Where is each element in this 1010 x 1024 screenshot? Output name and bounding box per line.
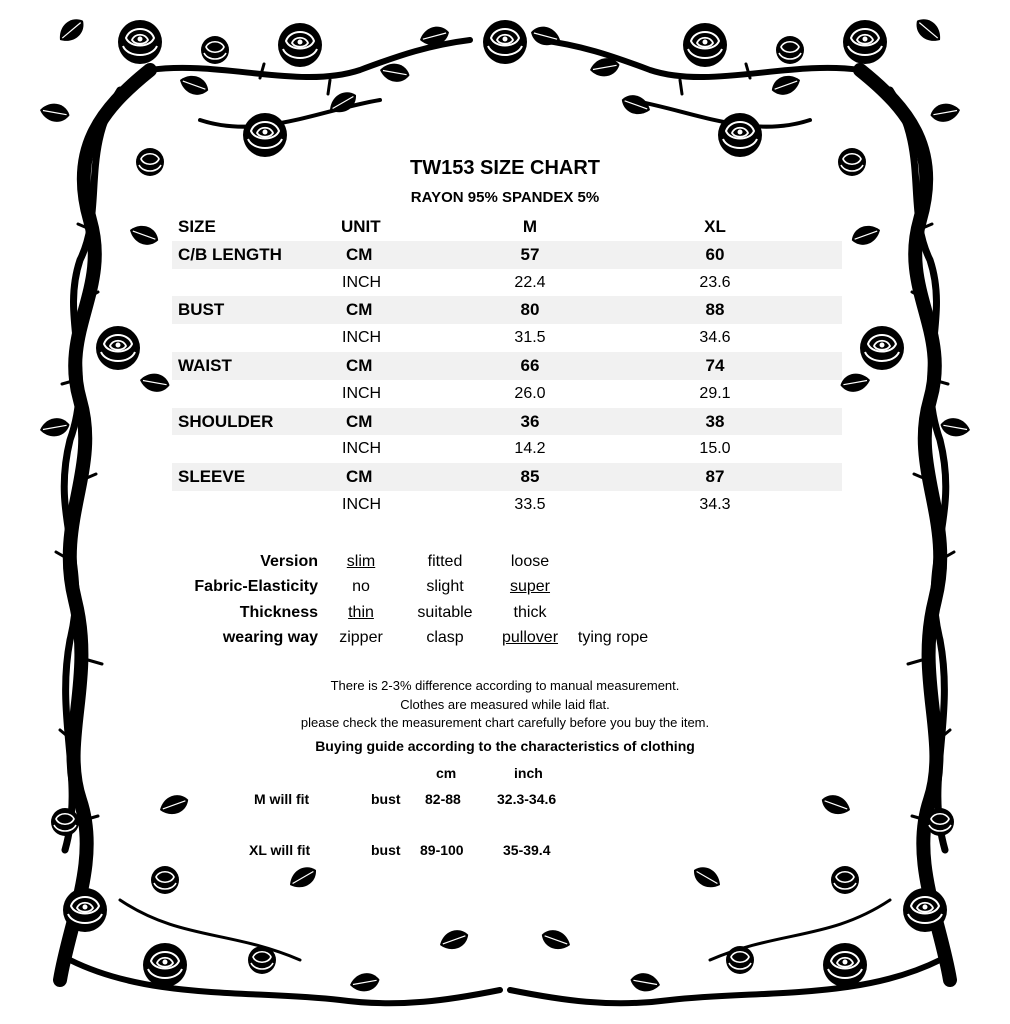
unit-cell: CM <box>346 355 373 375</box>
size-xl-value: 74 <box>705 355 725 375</box>
size-m-value: 22.4 <box>514 273 546 291</box>
unit-cell: INCH <box>342 384 382 402</box>
attribute-option: clasp <box>426 628 464 646</box>
guide-col-inch: inch <box>514 765 543 781</box>
guide-row-label: M will fit <box>254 791 310 807</box>
size-m-value: 33.5 <box>514 495 546 513</box>
guide-row-label: XL will fit <box>249 842 311 858</box>
size-xl-value: 34.6 <box>699 329 731 347</box>
size-m-value: 31.5 <box>514 329 546 347</box>
measure-label: BUST <box>178 300 225 320</box>
page-title: TW153 SIZE CHART <box>409 157 601 179</box>
attribute-option: thick <box>513 603 547 621</box>
unit-cell: CM <box>346 411 373 431</box>
size-xl-value: 88 <box>705 300 725 320</box>
unit-cell: CM <box>346 244 373 264</box>
table-header-row <box>172 213 842 241</box>
attribute-row <box>0 574 1010 599</box>
table-row <box>172 241 842 269</box>
measure-label: SHOULDER <box>178 411 274 431</box>
attribute-option: no <box>352 578 370 596</box>
size-xl-value: 38 <box>705 411 725 431</box>
unit-cell: INCH <box>342 329 382 347</box>
buying-guide-title: Buying guide according to the characteristics of clothing <box>315 738 695 754</box>
guide-row-inch: 32.3-34.6 <box>497 791 557 807</box>
size-table <box>172 213 842 519</box>
size-xl-value: 87 <box>705 467 725 487</box>
size-m-value: 80 <box>520 300 540 320</box>
attribute-label: wearing way <box>222 628 318 646</box>
header-m: M <box>522 217 538 236</box>
attribute-option-selected: pullover <box>501 628 559 646</box>
size-m-value: 14.2 <box>514 440 546 458</box>
guide-row-part: bust <box>371 842 401 858</box>
unit-cell: INCH <box>342 495 382 513</box>
material-composition: RAYON 95% SPANDEX 5% <box>410 189 600 206</box>
attribute-option: fitted <box>427 553 463 570</box>
size-m-value: 85 <box>520 467 540 487</box>
attribute-label: Fabric-Elasticity <box>194 578 318 596</box>
size-xl-value: 23.6 <box>699 273 731 291</box>
measure-label: SLEEVE <box>178 467 246 487</box>
guide-row-inch: 35-39.4 <box>503 842 551 858</box>
table-row <box>172 380 842 408</box>
table-row <box>172 324 842 352</box>
header-unit: UNIT <box>341 217 381 236</box>
attribute-option: zipper <box>339 628 383 646</box>
attribute-option: tying rope <box>577 628 649 646</box>
note-line: There is 2-3% difference according to manual measurement. <box>330 678 680 693</box>
garment-attributes <box>0 549 1010 650</box>
attribute-option-selected: slim <box>346 553 376 570</box>
attribute-row <box>0 600 1010 625</box>
size-xl-value: 29.1 <box>699 384 731 402</box>
unit-cell: CM <box>346 467 373 487</box>
table-row <box>172 491 842 519</box>
measurement-notes <box>0 677 1010 733</box>
unit-cell: INCH <box>342 273 382 291</box>
table-row <box>172 435 842 463</box>
table-row <box>172 408 842 436</box>
attribute-option-selected: thin <box>348 603 374 621</box>
guide-row-cm: 89-100 <box>420 842 464 858</box>
guide-row-part: bust <box>371 791 401 807</box>
attribute-row <box>0 549 1010 574</box>
attribute-option: slight <box>426 578 464 596</box>
attribute-option: loose <box>510 553 550 570</box>
table-row <box>172 463 842 491</box>
size-xl-value: 15.0 <box>699 440 731 458</box>
size-m-value: 36 <box>520 411 540 431</box>
note-line: please check the measurement chart carefully before you buy the item. <box>300 715 710 731</box>
note-line: Clothes are measured while laid flat. <box>400 696 610 712</box>
attribute-option-selected: super <box>509 578 551 596</box>
size-xl-value: 60 <box>705 244 725 264</box>
size-m-value: 26.0 <box>514 384 546 402</box>
attribute-row <box>0 625 1010 650</box>
size-xl-value: 34.3 <box>699 495 731 513</box>
table-row <box>172 352 842 380</box>
measure-label: C/B LENGTH <box>178 244 282 264</box>
guide-row-cm: 82-88 <box>425 791 461 807</box>
table-row <box>172 296 842 324</box>
guide-col-cm: cm <box>436 765 457 781</box>
unit-cell: INCH <box>342 440 382 458</box>
table-row <box>172 269 842 297</box>
size-m-value: 57 <box>520 244 540 264</box>
header-xl: XL <box>704 217 726 236</box>
attribute-label: Thickness <box>239 603 318 621</box>
size-m-value: 66 <box>520 355 540 375</box>
header-size: SIZE <box>178 217 216 236</box>
attribute-label: Version <box>260 553 318 570</box>
unit-cell: CM <box>346 300 373 320</box>
attribute-option: suitable <box>417 603 473 621</box>
measure-label: WAIST <box>178 355 232 375</box>
